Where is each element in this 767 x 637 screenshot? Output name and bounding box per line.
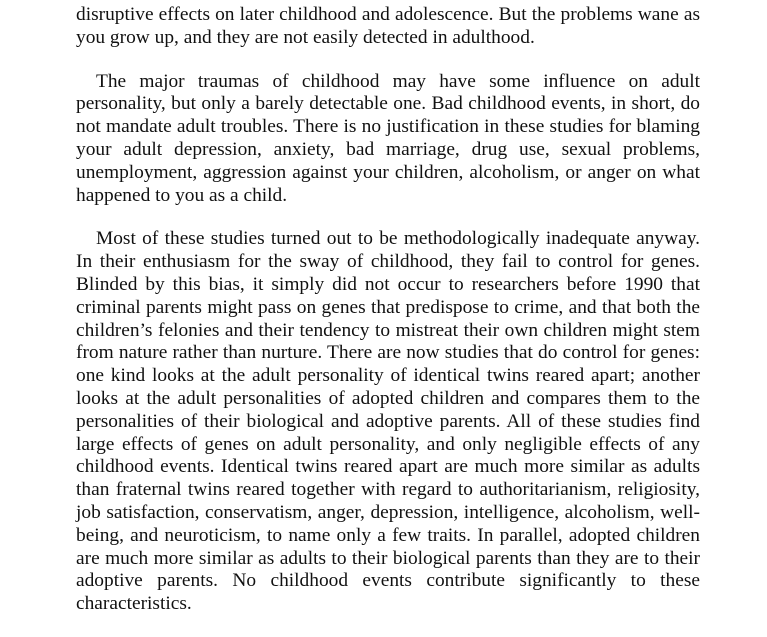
- document-page: [76, 4, 700, 637]
- paragraph-methodology: Most of these studies turned out to be methodologically inadequate anyway. In their enthusiasm for the sway of childhood, they fail to control for genes. Blinded by this bias, it simply did not occur to researchers before 1990 that criminal parents might pass on genes that predispose to crime, and that both the children’s felonies and their tendency to mistreat their own children might stem from nature rather than nurture. There are now studies that do control for genes: one kind looks at the adult personality of identical twins reared apart; another looks at the adult personalities of adopted children and compares them to the personalities of their biological and adoptive parents. All of these studies find large effects of genes on adult personality, and only negligible effects of any childhood events. Identical twins reared apart are much more similar as adults than fraternal twins reared together with regard to authoritarianism, religiosity, job satisfaction, conservatism, anger, depression, intelligence, alcoholism, well-being, and neuroticism, to name only a few traits. In parallel, adopted children are much more similar as adults to their biological parents than they are to their adoptive parents. No childhood events contribute significantly to these characteristics.: [76, 228, 700, 615]
- paragraph-continued: disruptive effects on later childhood and adolescence. But the problems wane as you grow up, and they are not easily detected in adulthood.: [76, 4, 700, 48]
- paragraph-childhood-traumas: The major traumas of childhood may have some influence on adult personality, but only a barely detectable one. Bad childhood events, in short, do not mandate adult troubles. There is no justification in these studies for blaming your adult depression, anxiety, bad marriage, drug use, sexual problems, unemployment, aggression against your children, alcoholism, or anger on what happened to you as a child.: [76, 70, 700, 206]
